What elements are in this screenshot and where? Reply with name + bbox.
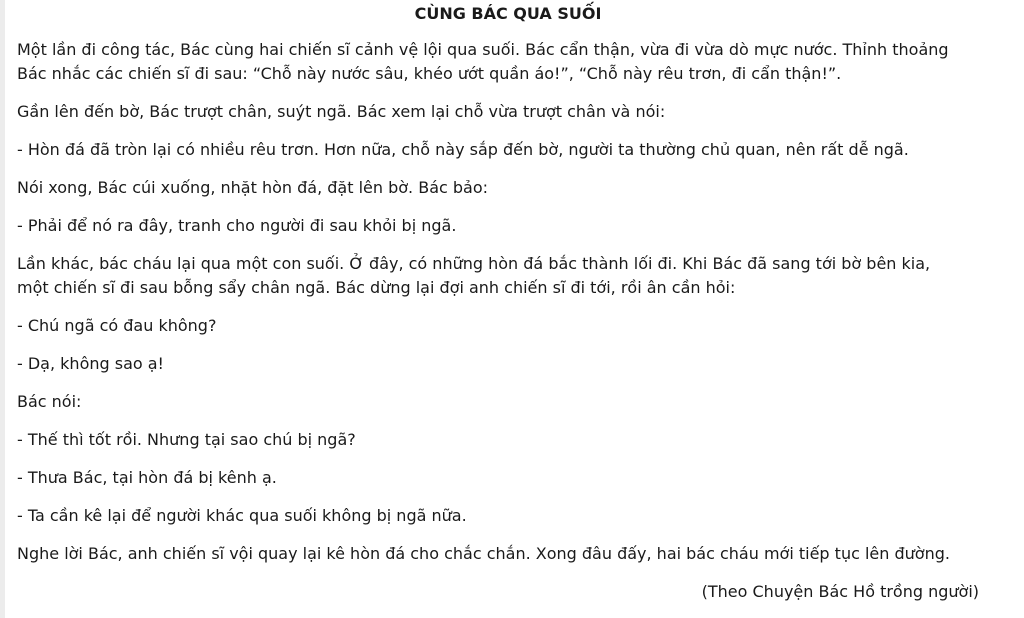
paragraph-9 <box>17 390 1017 414</box>
paragraph-line: - Dạ, không sao ạ! <box>17 354 164 373</box>
paragraph-line: - Thưa Bác, tại hòn đá bị kênh ạ. <box>17 468 277 487</box>
paragraph-line: một chiến sĩ đi sau bỗng sẩy chân ngã. Bác dừng lại đợi anh chiến sĩ đi tới, rồi ân cần hỏi: <box>17 278 736 297</box>
document-title: CÙNG BÁC QUA SUỐI <box>414 4 602 23</box>
paragraph-line: - Ta cần kê lại để người khác qua suối không bị ngã nữa. <box>17 506 467 525</box>
paragraph-4 <box>17 176 1017 200</box>
paragraph-line: Bác nhắc các chiến sĩ đi sau: “Chỗ này nước sâu, khéo ướt quần áo!”, “Chỗ này rêu trơn, đi cẩn thận!”. <box>17 64 842 83</box>
paragraph-8 <box>17 352 1017 376</box>
paragraph-1 <box>17 38 1017 86</box>
paragraph-line: - Thế thì tốt rồi. Nhưng tại sao chú bị ngã? <box>17 430 356 449</box>
paragraph-2 <box>17 100 1017 124</box>
paragraph-12 <box>17 504 1017 528</box>
source-citation: (Theo Chuyện Bác Hồ trồng người) <box>701 582 979 601</box>
paragraph-line: Lần khác, bác cháu lại qua một con suối. Ở đây, có những hòn đá bắc thành lối đi. Khi Bác đã sang tới bờ bên kia, <box>17 254 931 273</box>
paragraph-11 <box>17 466 1017 490</box>
document-body <box>17 0 1017 604</box>
paragraph-line: - Phải để nó ra đây, tranh cho người đi sau khỏi bị ngã. <box>17 216 457 235</box>
paragraph-line: Gần lên đến bờ, Bác trượt chân, suýt ngã. Bác xem lại chỗ vừa trượt chân và nói: <box>17 102 666 121</box>
paragraph-5 <box>17 214 1017 238</box>
paragraph-line: Nói xong, Bác cúi xuống, nhặt hòn đá, đặt lên bờ. Bác bảo: <box>17 178 489 197</box>
paragraph-line: - Chú ngã có đau không? <box>17 316 217 335</box>
paragraph-line: Bác nói: <box>17 392 82 411</box>
paragraph-line: - Hòn đá đã tròn lại có nhiều rêu trơn. Hơn nữa, chỗ này sắp đến bờ, người ta thường chủ quan, nên rất dễ ngã. <box>17 140 909 159</box>
paragraph-7 <box>17 314 1017 338</box>
left-margin-bar <box>0 0 5 618</box>
paragraph-13 <box>17 542 1017 566</box>
paragraph-10 <box>17 428 1017 452</box>
paragraph-line: Nghe lời Bác, anh chiến sĩ vội quay lại kê hòn đá cho chắc chắn. Xong đâu đấy, hai bác cháu mới tiếp tục lên đường. <box>17 544 950 563</box>
paragraph-line: Một lần đi công tác, Bác cùng hai chiến sĩ cảnh vệ lội qua suối. Bác cẩn thận, vừa đi vừa dò mực nước. Thỉnh thoảng <box>17 40 949 59</box>
paragraph-3 <box>17 138 1017 162</box>
paragraph-6 <box>17 252 1017 300</box>
